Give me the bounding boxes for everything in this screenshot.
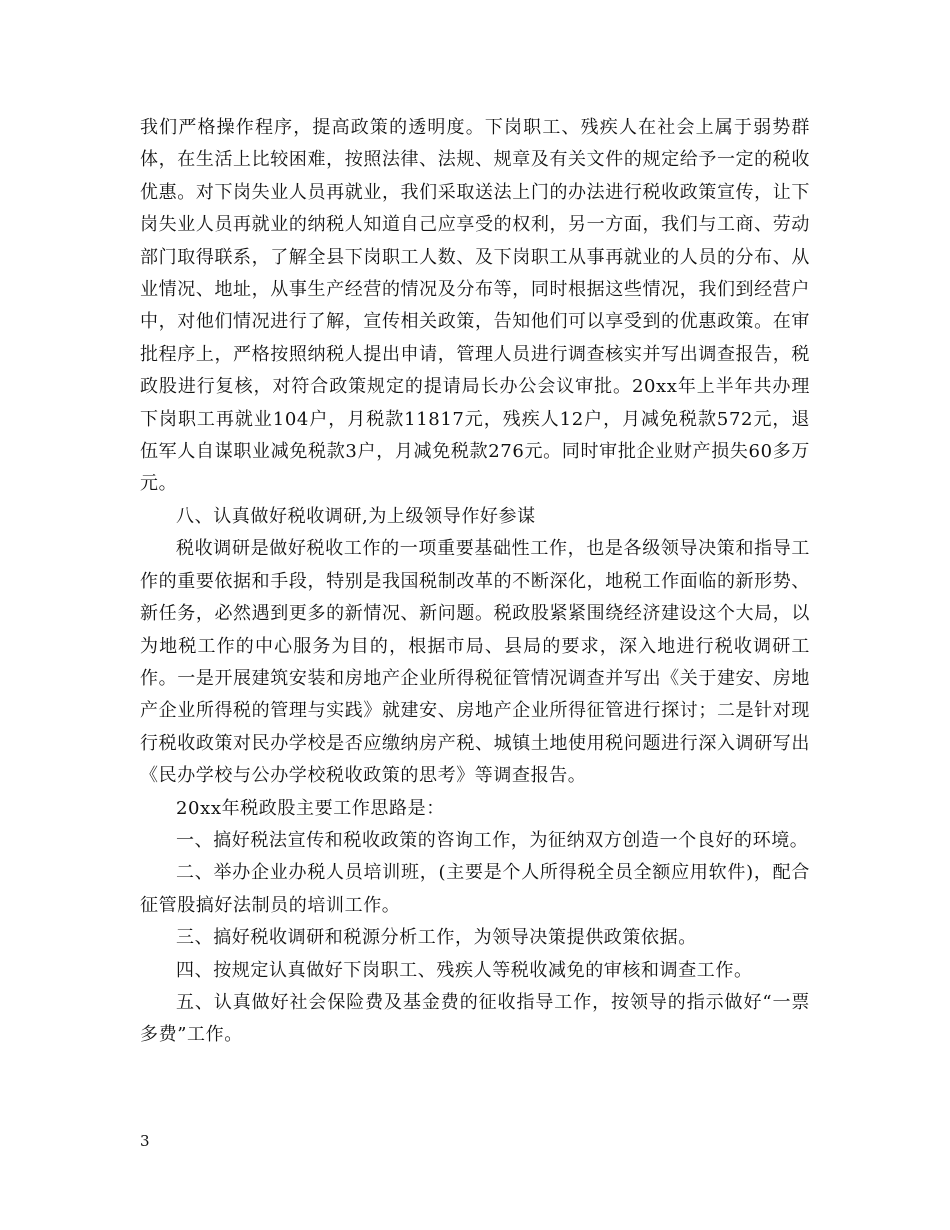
paragraph-tax-research: 税收调研是做好税收工作的一项重要基础性工作，也是各级领导决策和指导工作的重要依据和手段，特别是我国税制改革的不断深化，地税工作面临的新形势、新任务，必然遇到更多的新情况、新问题。税政股紧紧围绕经济建设这个大局，以为地税工作的中心服务为目的，根据市局、县局的要求，深入地进行税收调研工作。一是开展建筑安装和房地产企业所得税征管情况调查并写出《关于建安、房地产企业所得税的管理与实践》就建安、房地产企业所得征管进行探讨；二是针对现行税收政策对民办学校是否应缴纳房产税、城镇土地使用税问题进行深入调研写出《民办学校与公办学校税收政策的思考》等调查报告。 xyxy=(140,538,810,787)
section-heading-tax-research: 八、认真做好税收调研,为上级领导作好参谋 xyxy=(176,505,536,527)
work-plan-item-5: 五、认真做好社会保险费及基金费的征收指导工作，按领导的指示做好“一票多费”工作。 xyxy=(140,991,810,1046)
work-plan-item-3: 三、搞好税收调研和税源分析工作，为领导决策提供政策依据。 xyxy=(176,927,697,949)
document-body xyxy=(140,112,810,1052)
work-plan-item-2: 二、举办企业办税人员培训班，(主要是个人所得税全员全额应用软件)，配合征管股搞好法制员的培训工作。 xyxy=(140,862,810,916)
work-plan-item-4: 四、按规定认真做好下岗职工、残疾人等税收减免的审核和调查工作。 xyxy=(176,959,753,981)
paragraph-tax-preference-review: 我们严格操作程序，提高政策的透明度。下岗职工、残疾人在社会上属于弱势群体，在生活上比较困难，按照法律、法规、规章及有关文件的规定给予一定的税收优惠。对下岗失业人员再就业，我们采取送法上门的办法进行税收政策宣传，让下岗失业人员再就业的纳税人知道自己应享受的权利，另一方面，我们与工商、劳动部门取得联系，了解全县下岗职工人数、及下岗职工从事再就业的人员的分布、从业情况、地址，从事生产经营的情况及分布等，同时根据这些情况，我们到经营户中，对他们情况进行了解，宣传相关政策，告知他们可以享受到的优惠政策。在审批程序上，严格按照纳税人提出申请，管理人员进行调查核实并写出调查报告，税政股进行复核，对符合政策规定的提请局长办公会议审批。20xx年上半年共办理下岗职工再就业104户，月税款11817元，残疾人12户，月减免税款572元，退伍军人自谋职业减免税款3户，月减免税款276元。同时审批企业财产损失60多万元。 xyxy=(140,117,810,495)
work-plan-heading: 20xx年税政股主要工作思路是： xyxy=(176,797,445,819)
work-plan-item-1: 一、搞好税法宣传和税收政策的咨询工作，为征纳双方创造一个良好的环境。 xyxy=(176,829,809,851)
page-number: 3 xyxy=(140,1132,150,1150)
